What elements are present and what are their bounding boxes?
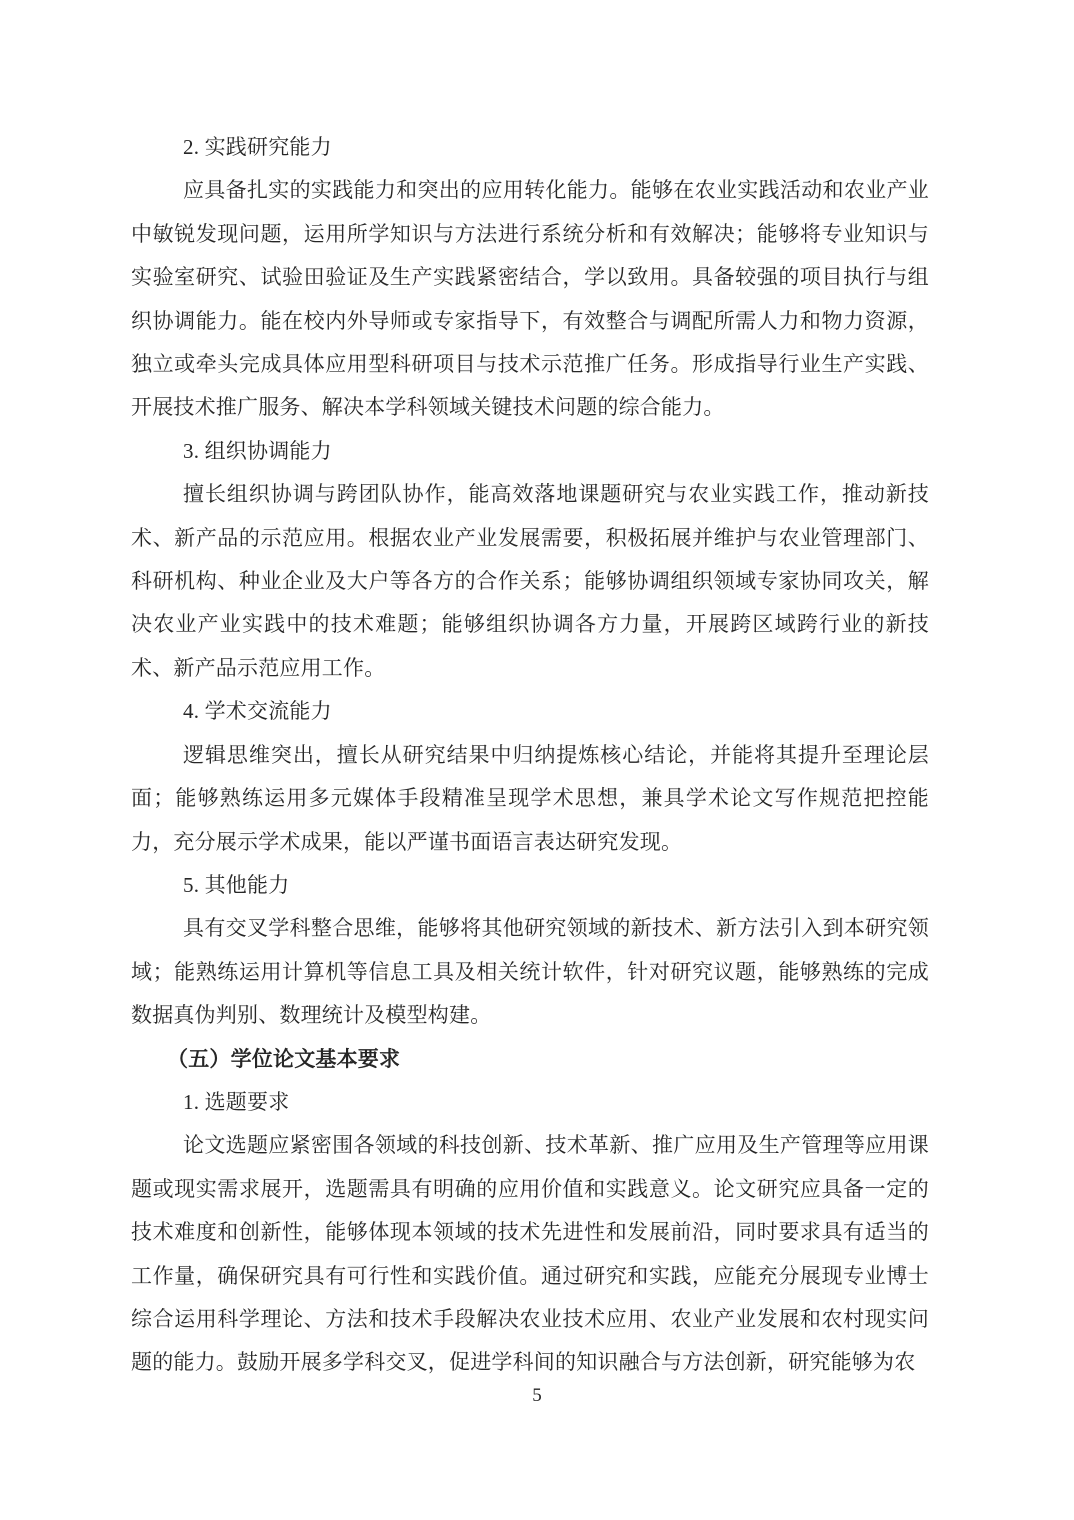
heading-academic-communication-ability: 4. 学术交流能力 bbox=[183, 699, 332, 724]
heading-organization-coordination-ability: 3. 组织协调能力 bbox=[183, 438, 332, 463]
paragraph-academic-communication-ability: 逻辑思维突出，擅长从研究结果中归纳提炼核心结论，并能将其提升至理论层面；能够熟练运用多元媒体手段精准呈现学术思想，兼具学术论文写作规范把控能力，充分展示学术成果，能以严谨书面语言表达研究发现。 bbox=[131, 742, 929, 854]
heading-topic-selection-requirements: 1. 选题要求 bbox=[183, 1089, 290, 1114]
heading-other-abilities: 5. 其他能力 bbox=[183, 872, 290, 897]
paragraph-other-abilities: 具有交叉学科整合思维，能够将其他研究领域的新技术、新方法引入到本研究领域；能熟练运用计算机等信息工具及相关统计软件，针对研究议题，能够熟练的完成数据真伪判别、数理统计及模型构建。 bbox=[131, 916, 929, 1028]
document-content bbox=[131, 126, 929, 1385]
section-heading-degree-thesis-basic-requirements: （五）学位论文基本要求 bbox=[167, 1046, 401, 1071]
page-number: 5 bbox=[532, 1385, 542, 1406]
paragraph-topic-selection-requirements: 论文选题应紧密围各领域的科技创新、技术革新、推广应用及生产管理等应用课题或现实需求展开，选题需具有明确的应用价值和实践意义。论文研究应具备一定的技术难度和创新性，能够体现本领域的技术先进性和发展前沿，同时要求具有适当的工作量，确保研究具有可行性和实践价值。通过研究和实践，应能充分展现专业博士综合运用科学理论、方法和技术手段解决农业技术应用、农业产业发展和农村现实问题的能力。鼓励开展多学科交叉，促进学科间的知识融合与方法创新，研究能够为农 bbox=[131, 1133, 929, 1375]
paragraph-practice-research-ability: 应具备扎实的实践能力和突出的应用转化能力。能够在农业实践活动和农业产业中敏锐发现问题，运用所学知识与方法进行系统分析和有效解决；能够将专业知识与实验室研究、试验田验证及生产实践紧密结合，学以致用。具备较强的项目执行与组织协调能力。能在校内外导师或专家指导下，有效整合与调配所需人力和物力资源，独立或牵头完成具体应用型科研项目与技术示范推广任务。形成指导行业生产实践、开展技术推广服务、解决本学科领域关键技术问题的综合能力。 bbox=[131, 178, 929, 420]
heading-practice-research-ability: 2. 实践研究能力 bbox=[183, 135, 332, 159]
paragraph-organization-coordination-ability: 擅长组织协调与跨团队协作，能高效落地课题研究与农业实践工作，推动新技术、新产品的示范应用。根据农业产业发展需要，积极拓展并维护与农业管理部门、科研机构、种业企业及大户等各方的合作关系；能够协调组织领域专家协同攻关，解决农业产业实践中的技术难题；能够组织协调各方力量，开展跨区域跨行业的新技术、新产品示范应用工作。 bbox=[131, 482, 929, 680]
